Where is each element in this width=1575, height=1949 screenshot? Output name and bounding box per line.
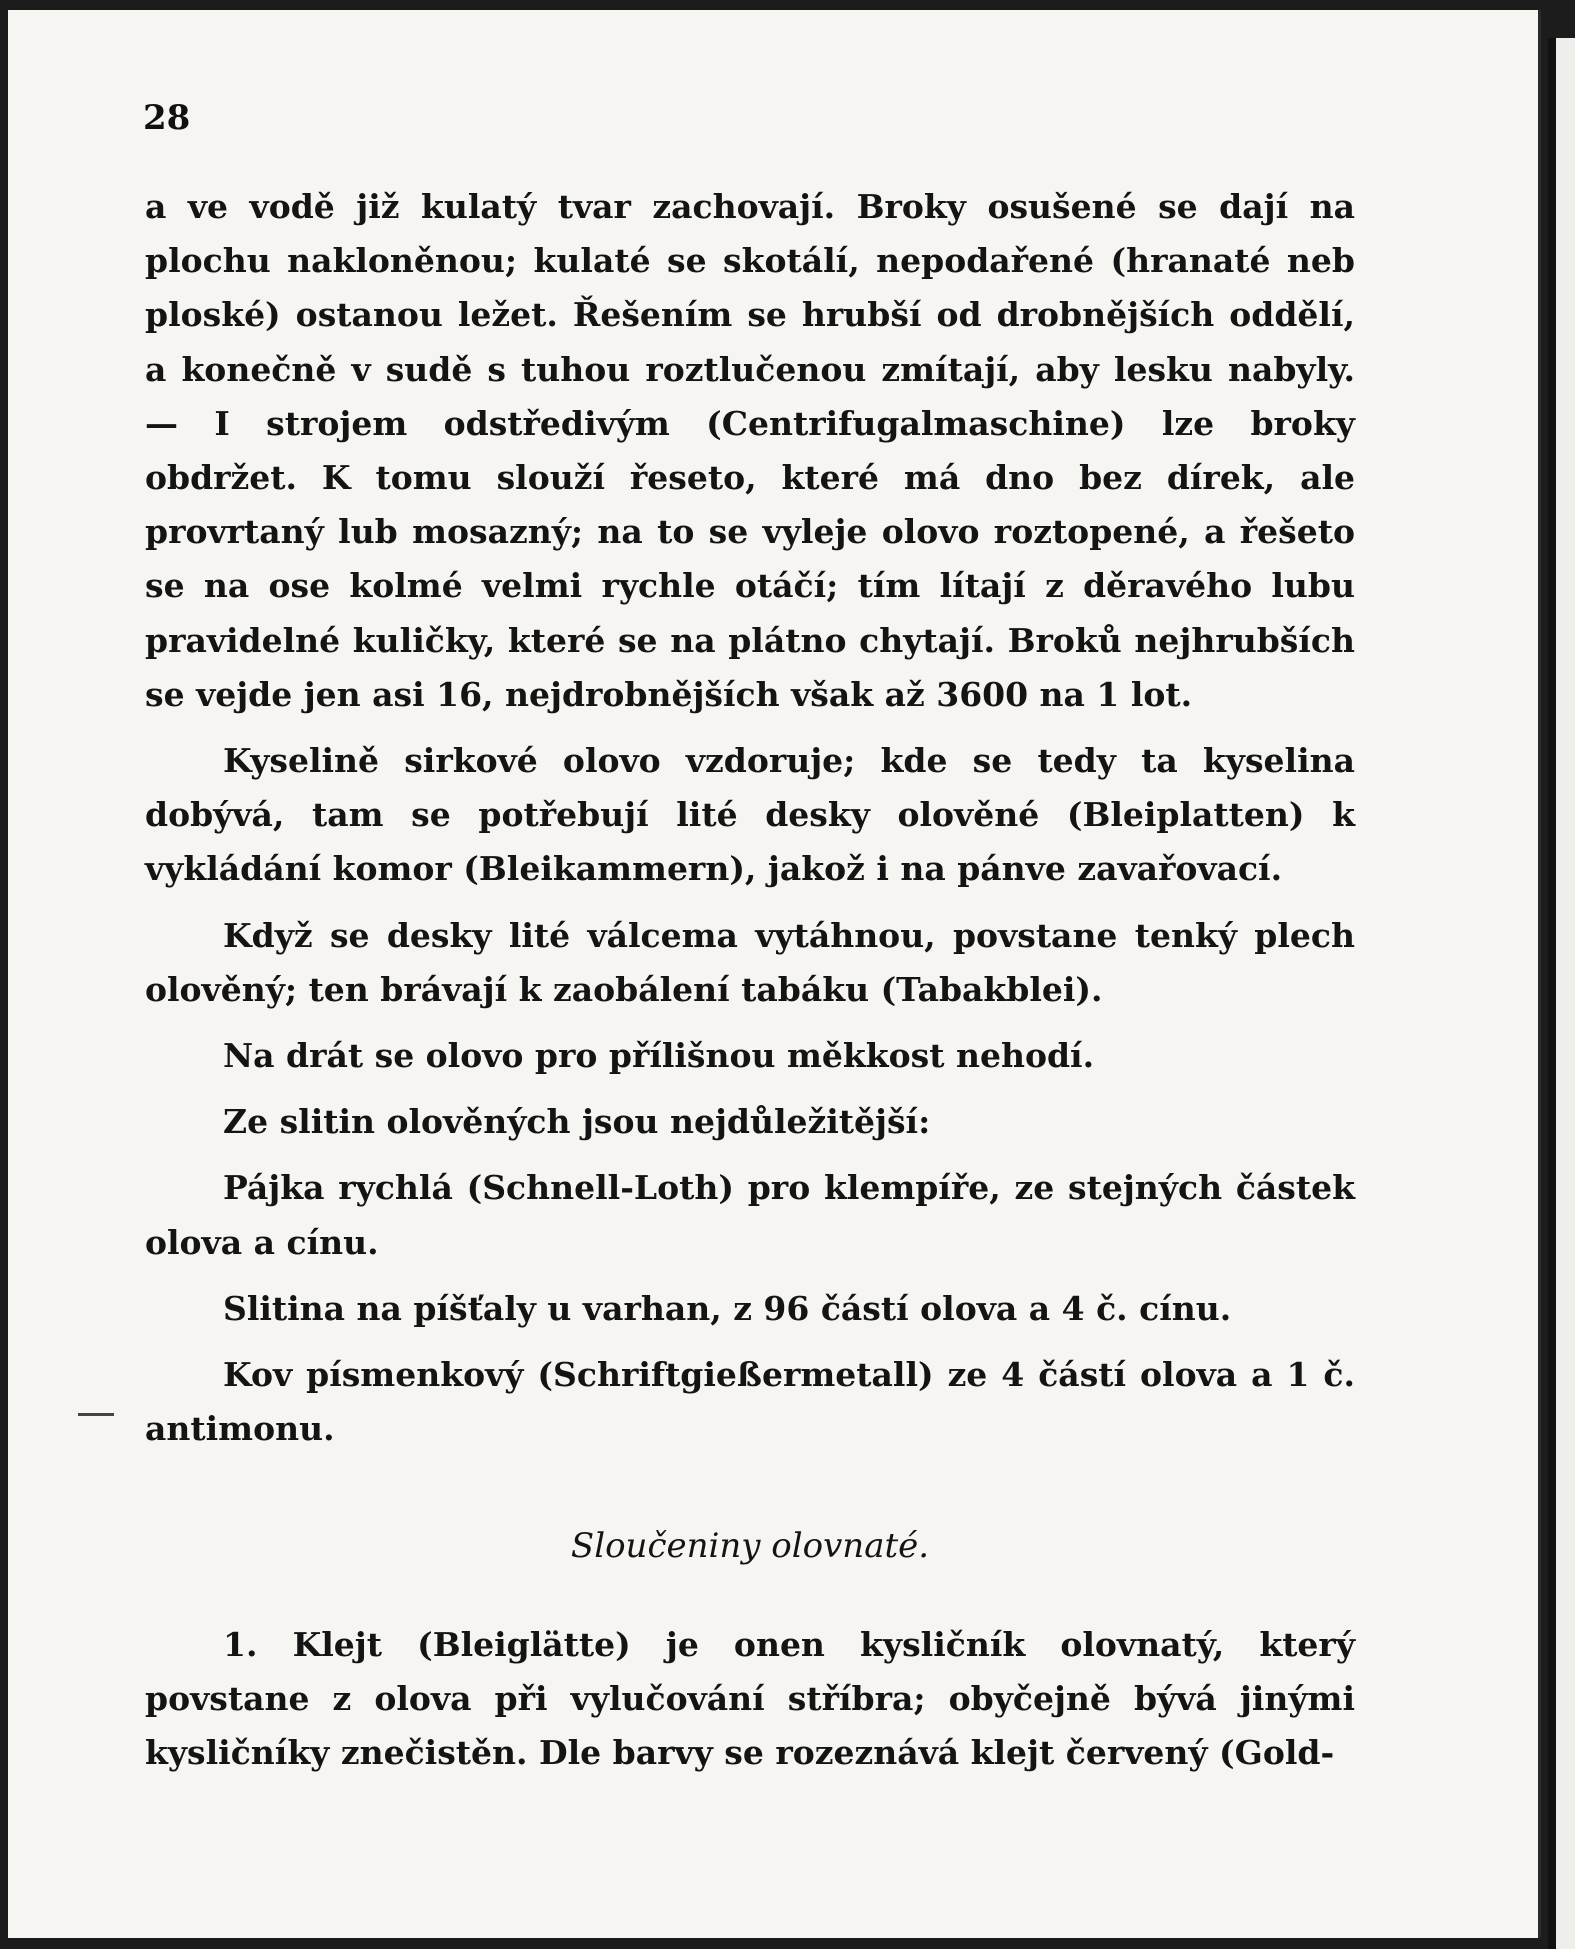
section-paragraph-1: 1. Klejt (Bleiglätte) je onen kysličník olovnatý, který povstane z olova při vylučování stříbra; obyčejně bývá jinými kysličníky znečistěn. Dle barvy se rozeznává klejt červený (Gold- [145,1625,1355,1773]
margin-mark [78,1413,114,1416]
paragraph-7: Slitina na píšťaly u varhan, z 96 částí olova a 4 č. cínu. [223,1288,1232,1328]
paragraph-8: Kov písmenkový (Schriftgießermetall) ze 4 částí olova a 1 č. antimonu. [145,1355,1355,1449]
paragraph-3: Když se desky lité válcema vytáhnou, povstane tenký plech olověný; ten brávají k zaobálení tabáku (Tabakblei). [145,915,1355,1009]
section-heading: Sloučeniny olovnaté. [570,1526,930,1566]
body-text [145,180,1355,1456]
section-text [145,1618,1355,1781]
page-number: 28 [143,98,191,138]
paragraph-2: Kyselině sirkové olovo vzdoruje; kde se tedy ta kyselina dobývá, tam se potřebují lité desky olověné (Bleiplatten) k vykládání komor (Bleikammern), jakož i na pánve zavařovací. [145,741,1355,889]
next-page-edge [1548,38,1575,1949]
paragraph-1: a ve vodě již kulatý tvar zachovají. Broky osušené se dají na plochu nakloněnou; kulaté se skotálí, nepodařené (hranaté neb ploské) ostanou ležet. Řešením se hrubší od drobnějších oddělí, a konečně v sudě s tuhou roztlučenou zmítají, aby lesku nabyly. — I strojem odstředivým (Centrifugalmaschine) lze broky obdržet. K tomu slouží řeseto, které má dno bez dírek, ale provrtaný lub mosazný; na to se vyleje olovo roztopené, a řešeto se na ose kolmé velmi rychle otáčí; tím lítají z děravého lubu pravidelné kuličky, které se na plátno chytají. Broků nejhrubších se vejde jen asi 16, nejdrobnějších však až 3600 na 1 lot. [145,187,1355,714]
paragraph-5: Ze slitin olověných jsou nejdůležitější: [223,1102,931,1142]
paragraph-4: Na drát se olovo pro přílišnou měkkost nehodí. [223,1036,1095,1076]
paragraph-6: Pájka rychlá (Schnell-Loth) pro klempíře, ze stejných částek olova a cínu. [145,1168,1355,1262]
